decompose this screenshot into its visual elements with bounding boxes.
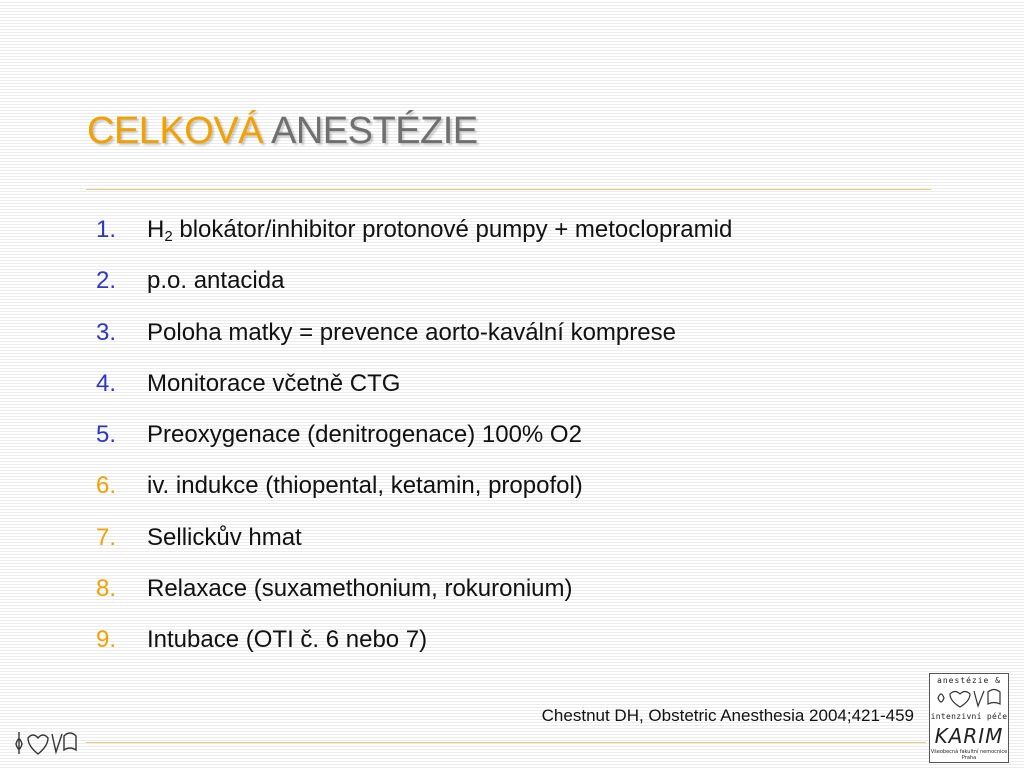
list-item-number: 9. xyxy=(96,626,117,654)
list-item-text-rest: blokátor/inhibitor protonové pumpy + metoclopramid xyxy=(172,216,733,243)
list-item-text: Relaxace (suxamethonium, rokuronium) xyxy=(147,575,573,603)
list-item-text: Sellickův hmat xyxy=(147,523,302,551)
steps-list xyxy=(96,212,732,674)
footer-divider xyxy=(86,742,926,743)
list-item-text: p.o. antacida xyxy=(147,267,285,295)
list-item-text: iv. indukce (thiopental, ketamin, propofol) xyxy=(147,472,583,500)
list-item-number: 3. xyxy=(96,318,117,346)
list-item-number: 8. xyxy=(96,575,117,603)
slide-title xyxy=(87,110,478,153)
logo-line-1: anestézie & xyxy=(937,676,1001,685)
list-item-subscript: 2 xyxy=(164,228,173,245)
logo-name: KARIM xyxy=(934,724,1004,748)
list-item-text xyxy=(147,212,732,248)
department-emblem-icon xyxy=(12,724,84,760)
karim-logo xyxy=(929,673,1009,763)
list-item-text: Monitorace včetně CTG xyxy=(147,369,401,397)
list-item xyxy=(96,366,732,417)
list-item xyxy=(96,571,732,622)
list-item xyxy=(96,520,732,571)
title-word-1: CELKOVÁ xyxy=(87,110,264,152)
list-item-text: Preoxygenace (denitrogenace) 100% O2 xyxy=(147,421,582,449)
list-item-number: 4. xyxy=(96,369,117,397)
logo-emblem-icon xyxy=(934,686,1006,710)
list-item-number: 2. xyxy=(96,267,117,295)
list-item-text: Poloha matky = prevence aorto-kavální komprese xyxy=(147,318,676,346)
logo-footer: Všeobecná fakultní nemocnice Praha xyxy=(930,749,1008,761)
list-item xyxy=(96,212,732,263)
citation: Chestnut DH, Obstetric Anesthesia 2004;421-459 xyxy=(541,706,914,725)
list-item xyxy=(96,417,732,468)
list-item xyxy=(96,468,732,519)
list-item-text: Intubace (OTI č. 6 nebo 7) xyxy=(147,626,428,654)
title-divider xyxy=(86,189,931,190)
list-item xyxy=(96,315,732,366)
title-word-2: ANESTÉZIE xyxy=(271,110,478,152)
list-item-text-main: H xyxy=(147,216,165,243)
list-item-number: 5. xyxy=(96,421,117,449)
logo-line-2: intenzivní péče xyxy=(930,712,1008,721)
list-item-number: 7. xyxy=(96,523,117,551)
list-item-number: 1. xyxy=(96,216,117,243)
list-item-number: 6. xyxy=(96,472,117,500)
list-item xyxy=(96,622,732,673)
list-item xyxy=(96,263,732,314)
